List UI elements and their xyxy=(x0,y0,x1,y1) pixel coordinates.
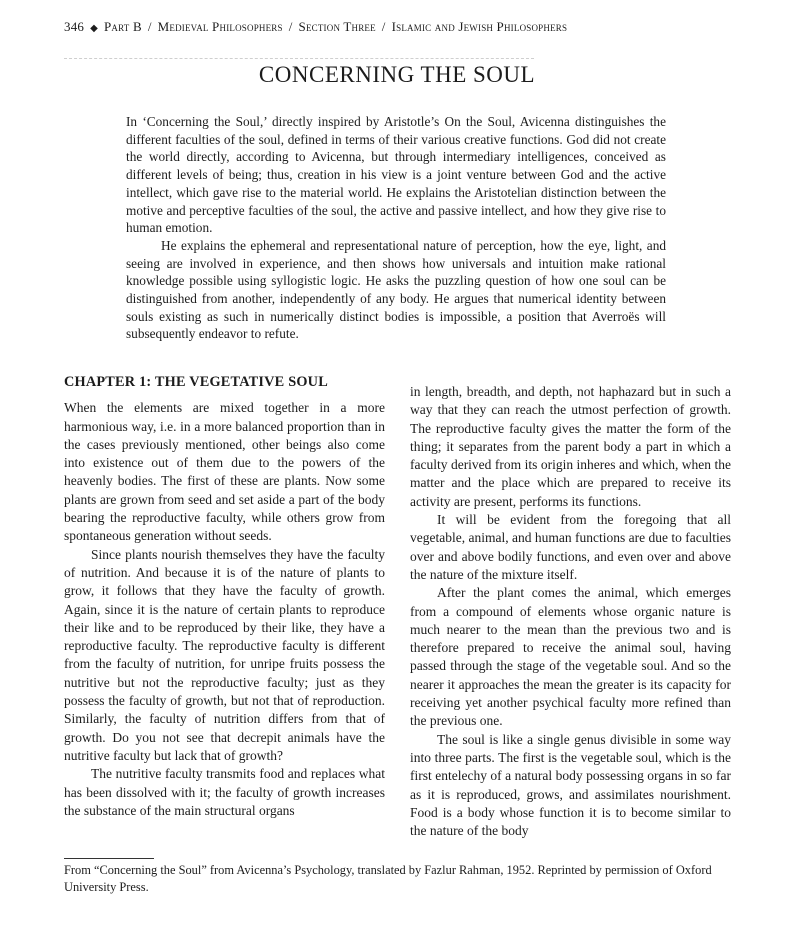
header-separator: / xyxy=(147,19,152,34)
running-head xyxy=(64,19,744,35)
footnote-divider xyxy=(64,858,154,859)
right-paragraph-4: The soul is like a single genus divisible in some way into three parts. The first is the vegetable soul, which is the first entelechy of a natural body possessing organs in so far as it is reproduced, grows, and assimilates nourishment. Food is a body whose function it is to become similar to the nature of the body xyxy=(410,731,731,839)
header-section-a: Medieval Philosophers xyxy=(157,19,283,34)
header-divider xyxy=(64,58,534,59)
header-section-c: Islamic and Jewish Philosophers xyxy=(391,19,568,34)
right-paragraph-2: It will be evident from the foregoing that all vegetable, animal, and human functions are due to faculties over and above bodily functions, and even over and above the nature of the mixture itself. xyxy=(410,512,731,582)
right-paragraph-3: After the plant comes the animal, which emerges from a compound of elements whose organic nature is much nearer to the mean than the previous two and is therefore prepared to receive the animal soul, having passed through the stage of the vegetable soul. And so the nearer it approaches the mean the greater is its capacity for receiving yet another psychical faculty more refined than the previous one. xyxy=(410,585,731,729)
right-column xyxy=(410,383,731,840)
intro-paragraph-2: He explains the ephemeral and representational nature of perception, how the eye, light, and seeing are involved in experience, and then shows how universals and intuition make rational knowledge possible using syllogistic logic. He asks the puzzling question of how one soul can be distinguished from another, independently of any body. He argues that numerical identity between souls existing as such in numerically distinct bodies is impossible, a position that Averroës will subsequently endeavor to refute. xyxy=(126,237,666,342)
header-separator: / xyxy=(381,19,386,34)
header-part: Part B xyxy=(104,19,142,34)
page-title: CONCERNING THE SOUL xyxy=(258,62,536,87)
left-paragraph-2: Since plants nourish themselves they have the faculty of nutrition. And because it is of the nature of plants to grow, it follows that they have the faculty of growth. Again, since it is the nature of certain plants to reproduce their like and to be reproduced by their like, they have a reproductive faculty. The reproductive faculty is different from the faculty of nutrition, for unripe fruits possess the nutritive but not the reproductive faculty; just as they possess the faculty of growth, but not that of reproduction. Similarly, the faculty of nutrition differs from that of growth. Do you not see that decrepit animals have the nutritive faculty but lack that of growth? xyxy=(64,546,385,763)
intro-block xyxy=(126,113,666,343)
left-paragraph-1: When the elements are mixed together in a more harmonious way, i.e. in a more balanced proportion than in the cases previously mentioned, other beings also come into existence out of them due to the powers of the heavenly bodies. The first of these are plants. Now some plants are grown from seed and set aside a part of the body bearing the reproductive faculty, while others grow from spontaneous generation without seeds. xyxy=(64,400,385,544)
left-column xyxy=(64,373,385,820)
header-separator: / xyxy=(288,19,293,34)
chapter-heading: CHAPTER 1: THE VEGETATIVE SOUL xyxy=(64,374,328,390)
page-number: 346 xyxy=(64,19,85,34)
header-section-b: Section Three xyxy=(298,19,376,34)
diamond-icon: ◆ xyxy=(90,23,98,34)
right-paragraph-1: in length, breadth, and depth, not haphazard but in such a way that they can reach the utmost perfection of growth. The reproductive faculty gives the matter the form of the thing; it separates from the parent body a part in which a faculty derived from its origin inheres and which, when the matter and the place which are prepared to receive its activity are present, performs its functions. xyxy=(410,384,731,509)
intro-paragraph-1: In ‘Concerning the Soul,’ directly inspired by Aristotle’s On the Soul, Avicenna distinguishes the different faculties of the soul, defined in terms of their various creative functions. God did not create the world directly, according to Avicenna, but through intermediary intelligences, conceived as different levels of being; thus, creation in his view is a joint venture between God and the active intellect, which gave rise to the material world. He explains the Aristotelian distinction between the motive and perceptive faculties of the soul, the active and passive intellect, and how they give rise to human emotion. xyxy=(126,114,666,236)
footnote: From “Concerning the Soul” from Avicenna’s Psychology, translated by Fazlur Rahman, 1952. Reprinted by permission of Oxford University Press. xyxy=(64,863,712,894)
left-paragraph-3: The nutritive faculty transmits food and replaces what has been dissolved with it; the faculty of growth increases the substance of the main structural organs xyxy=(64,766,385,818)
